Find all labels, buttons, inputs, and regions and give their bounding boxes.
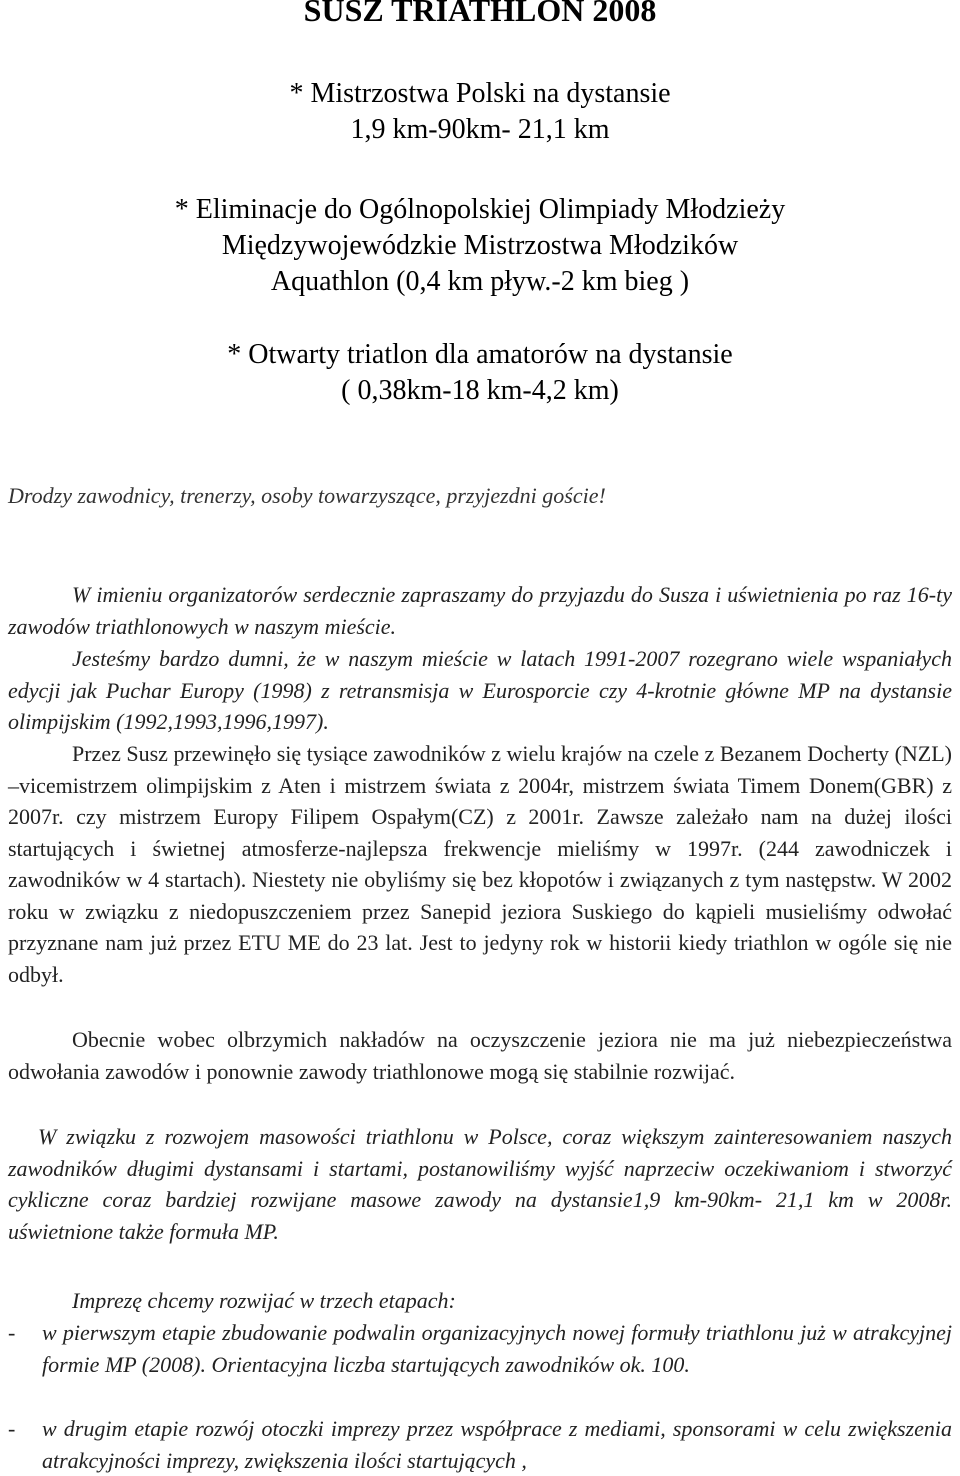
paragraph-development-text: W związku z rozwojem masowości triathlonu w Polsce, coraz większym zainteresowaniem naszych zawodników długimi dystansami i startami, postanowiliśmy wyjść naprzeciw oczekiwaniom i stworzyć cykliczne coraz bardziej rozwijane masowe zawody na dystansie1,9 km-90km- 21,1 km w 2008r. uświetnione także formuła MP. (8, 1124, 952, 1244)
list-dash: - (8, 1320, 16, 1345)
list-item (8, 1413, 952, 1476)
event-2-line-3: Aquathlon (0,4 km pływ.-2 km bieg ) (270, 266, 690, 297)
paragraph-athletes-continued: Zawsze zależało nam na dużej ilości startujących i świetnej atmosferze-najlepsza frekwencje mieliśmy w 1997r. (244 zawodniczek i zawodników w 4 startach). Niestety nie obyliśmy się bez kłopotów i związanych z tym następstw. W 2002 roku w związku z niedopuszczeniem przez Sanepid jeziora Suskiego do kąpieli musieliśmy odwołać przyznane nam już przez ETU ME do 23 lat. Jest to jedyny rok w historii kiedy triathlon w ogóle się nie odbył. (8, 804, 952, 987)
paragraph-invitation-text: W imieniu organizatorów serdecznie zapraszamy do przyjazdu do Susza i uświetnienia po raz 16-ty zawodów triathlonowych w naszym mieście. (8, 582, 952, 639)
event-1-line-1: * Mistrzostwa Polski na dystansie (289, 78, 671, 109)
paragraph-current-state (8, 1024, 952, 1087)
paragraph-history-text: Jesteśmy bardzo dumni, że w naszym mieście w latach 1991-2007 rozegrano wiele wspaniałych edycji jak Puchar Europy (1998) z retransmisja w Eurosporcie czy 4-krotnie główne MP na dystansie olimpijskim (1992,1993,1996,1997). (8, 646, 952, 734)
event-2-line-2: Międzywojewódzkie Mistrzostwa Młodzików (221, 230, 739, 261)
paragraph-history (8, 643, 952, 738)
list-item-text: w drugim etapie rozwój otoczki imprezy przez współprace z mediami, sponsorami w celu zwiększenia atrakcyjności imprezy, zwiększenia ilości startujących , (42, 1416, 952, 1473)
paragraph-athletes (8, 738, 952, 990)
event-3-line-1: * Otwarty triatlon dla amatorów na dystansie (227, 339, 733, 370)
event-1-line-2: 1,9 km-90km- 21,1 km (350, 114, 610, 145)
event-3-line-2: ( 0,38km-18 km-4,2 km) (341, 375, 619, 406)
paragraph-development (8, 1121, 952, 1247)
paragraph-stages-intro (8, 1285, 952, 1317)
list-dash: - (8, 1416, 16, 1441)
paragraph-invitation (8, 579, 952, 642)
paragraph-athletes-text: Przez Susz przewinęło się tysiące zawodników z wielu krajów na czele z Bezanem Docherty (NZL) –vicemistrzem olimpijskim z Aten i mistrzem świata z 2004r, mistrzem świata Timem Donem(GBR) z 2007r. czy mistrzem Europy Filipem Ospałym(CZ) z 2001r. (8, 741, 952, 829)
paragraph-current-state-text: Obecnie wobec olbrzymich nakładów na oczyszczenie jeziora nie ma już niebezpieczeństwa odwołania zawodów i ponownie zawody triathlonowe mogą się stabilnie rozwijać. (8, 1027, 952, 1084)
event-2-line-1: * Eliminacje do Ogólnopolskiej Olimpiady Młodzieży (174, 194, 786, 225)
paragraph-stages-intro-text: Imprezę chcemy rozwijać w trzech etapach: (72, 1288, 456, 1313)
greeting-line: Drodzy zawodnicy, trenerzy, osoby towarzyszące, przyjezdni goście! (8, 483, 606, 508)
document-title: SUSZ TRIATHLON 2008 (303, 0, 657, 28)
list-item-text: w pierwszym etapie zbudowanie podwalin organizacyjnych nowej formuły triathlonu już w atrakcyjnej formie MP (2008). Orientacyjna liczba startujących zawodników ok. 100. (42, 1320, 952, 1377)
list-item (8, 1317, 952, 1380)
